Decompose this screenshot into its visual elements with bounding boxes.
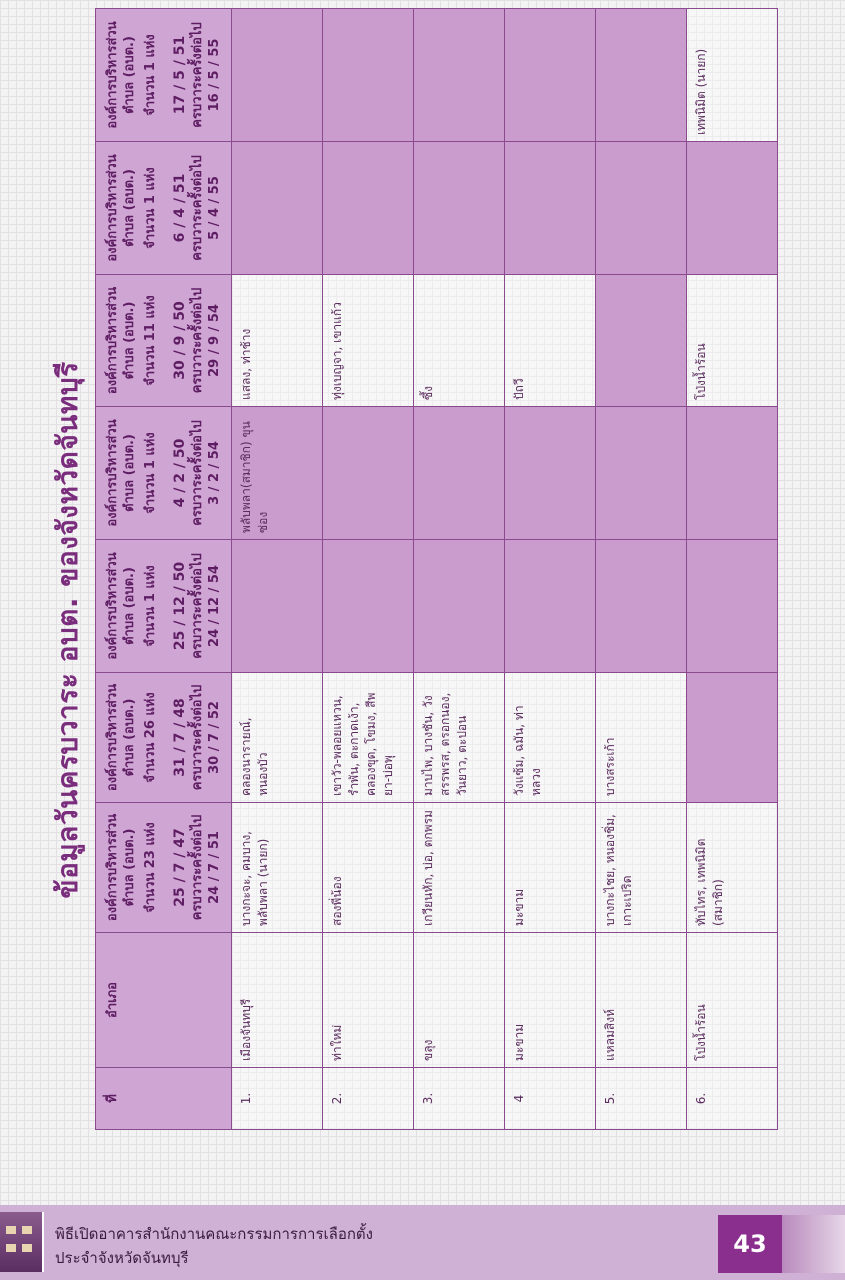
header-count: จำนวน 1 แห่ง (143, 432, 158, 514)
header-period (96, 275, 232, 407)
header-count: จำนวน 26 แห่ง (143, 692, 158, 783)
data-cell (414, 142, 505, 275)
header-org: องค์การบริหารส่วนตำบล (อบต.) (105, 286, 137, 395)
data-cell (323, 540, 414, 673)
table-row (687, 9, 778, 1130)
header-next-term-label: ครบวาระครั้งต่อไป (190, 287, 205, 394)
row-number: 2. (323, 1068, 414, 1130)
data-cell: ปัถวี (505, 275, 596, 407)
data-cell (505, 142, 596, 275)
district-cell: ท่าใหม่ (323, 933, 414, 1068)
footer-title-line2: ประจำจังหวัดจันทบุรี (55, 1249, 189, 1267)
data-cell: เกวียนหัก, บ่อ, ตกพรม (414, 803, 505, 933)
data-cell (323, 142, 414, 275)
header-end-date: 24 / 7 / 51 (207, 831, 222, 904)
row-number: 3. (414, 1068, 505, 1130)
data-cell (596, 540, 687, 673)
data-cell: สองพี่น้อง (323, 803, 414, 933)
data-cell: มาบไพ, บางชัน, วังสรรพรส, ตรอกนอง, วันยาว, ตะปอน (414, 673, 505, 803)
data-cell (505, 9, 596, 142)
district-cell: โป่งน้ำร้อน (687, 933, 778, 1068)
header-start-date: 31 / 7 / 48 (172, 698, 188, 777)
header-start-date: 6 / 4 / 51 (172, 173, 188, 243)
header-next-term-label: ครบวาระครั้งต่อไป (190, 814, 205, 921)
data-cell (232, 540, 323, 673)
page-number: 43 (718, 1215, 782, 1273)
header-next-term-label: ครบวาระครั้งต่อไป (190, 420, 205, 526)
header-next-term-label: ครบวาระครั้งต่อไป (190, 684, 205, 791)
data-cell (232, 9, 323, 142)
header-no: ที่ (96, 1068, 232, 1130)
district-cell: แหลมสิงห์ (596, 933, 687, 1068)
header-org: องค์การบริหารส่วนตำบล (อบต.) (105, 154, 137, 262)
data-cell (596, 9, 687, 142)
district-cell: ขลุง (414, 933, 505, 1068)
table-title: ข้อมูลวันครบวาระ อบต. ของจังหวัดจันทบุรี (51, 361, 84, 899)
term-schedule-table (95, 8, 778, 1130)
header-period (96, 673, 232, 803)
header-period (96, 803, 232, 933)
building-thumbnail (0, 1212, 44, 1272)
data-cell: วังแซ้ม, ฉมัน, ท่าหลวง (505, 673, 596, 803)
data-cell (687, 673, 778, 803)
data-cell: พลับพลา(สมาชิก) ขุนซ่อง (232, 407, 323, 540)
data-cell: เทพนิมิต (นายก) (687, 9, 778, 142)
footer-title-line1: พิธีเปิดอาคารสำนักงานคณะกรรมการการเลือกตั้ง (55, 1225, 373, 1243)
table-row (232, 9, 323, 1130)
data-cell: คลองนารายณ์, หนองบัว (232, 673, 323, 803)
data-cell (414, 540, 505, 673)
header-end-date: 30 / 7 / 52 (207, 701, 222, 774)
header-count: จำนวน 1 แห่ง (143, 565, 158, 647)
table-row (596, 9, 687, 1130)
data-cell (323, 407, 414, 540)
header-count: จำนวน 1 แห่ง (143, 34, 158, 116)
header-next-term-label: ครบวาระครั้งต่อไป (190, 553, 205, 659)
page-number-bar (782, 1215, 845, 1273)
header-start-date: 30 / 9 / 50 (172, 301, 188, 380)
header-next-term-label: ครบวาระครั้งต่อไป (190, 155, 205, 261)
row-number: 6. (687, 1068, 778, 1130)
header-next-term-label: ครบวาระครั้งต่อไป (190, 22, 205, 128)
header-start-date: 4 / 2 / 50 (172, 438, 188, 508)
district-cell: เมืองจันทบุรี (232, 933, 323, 1068)
data-cell (414, 407, 505, 540)
header-period (96, 142, 232, 275)
header-end-date: 29 / 9 / 54 (207, 304, 222, 377)
header-org: องค์การบริหารส่วนตำบล (อบต.) (105, 552, 137, 660)
header-end-date: 24 / 12 / 54 (207, 565, 222, 647)
data-cell: ซึ้ง (414, 275, 505, 407)
header-start-date: 25 / 12 / 50 (172, 561, 188, 651)
data-cell: บางสระเก้า (596, 673, 687, 803)
row-number: 5. (596, 1068, 687, 1130)
header-count: จำนวน 1 แห่ง (143, 167, 158, 249)
header-start-date: 17 / 5 / 51 (172, 35, 188, 115)
table-row (505, 9, 596, 1130)
row-number: 1. (232, 1068, 323, 1130)
header-period (96, 540, 232, 673)
data-cell: มะขาม (505, 803, 596, 933)
header-org: องค์การบริหารส่วนตำบล (อบต.) (105, 21, 137, 129)
data-cell (687, 540, 778, 673)
header-end-date: 16 / 5 / 55 (207, 38, 222, 112)
district-cell: มะขาม (505, 933, 596, 1068)
data-cell: บางกะไชย, หนองชิ่ม, เกาะเปริด (596, 803, 687, 933)
data-cell: โป่งน้ำร้อน (687, 275, 778, 407)
row-number: 4 (505, 1068, 596, 1130)
header-org: องค์การบริหารส่วนตำบล (อบต.) (105, 683, 137, 792)
header-period (96, 407, 232, 540)
data-cell (596, 275, 687, 407)
table-row (323, 9, 414, 1130)
data-cell (596, 407, 687, 540)
data-cell (505, 407, 596, 540)
data-cell (596, 142, 687, 275)
header-start-date: 25 / 7 / 47 (172, 828, 188, 907)
header-count: จำนวน 11 แห่ง (143, 295, 158, 386)
data-cell: แสลง, ท่าช้าง (232, 275, 323, 407)
header-count: จำนวน 23 แห่ง (143, 822, 158, 913)
data-cell (505, 540, 596, 673)
header-org: องค์การบริหารส่วนตำบล (อบต.) (105, 419, 137, 527)
data-cell: ทับไทร, เทพนิมิต (สมาชิก) (687, 803, 778, 933)
header-end-date: 5 / 4 / 55 (207, 176, 222, 240)
header-org: องค์การบริหารส่วนตำบล (อบต.) (105, 813, 137, 922)
table-row (414, 9, 505, 1130)
data-cell: บางกะจะ, คมบาง, พลับพลา (นายก) (232, 803, 323, 933)
data-cell (687, 407, 778, 540)
header-row (96, 9, 232, 1130)
data-cell (323, 9, 414, 142)
data-cell (232, 142, 323, 275)
data-cell: ทุ่งเบญจา, เขาแก้ว (323, 275, 414, 407)
header-district: อำเภอ (96, 933, 232, 1068)
data-cell (414, 9, 505, 142)
header-period (96, 9, 232, 142)
data-cell (687, 142, 778, 275)
data-cell: เขาวัว-พลอยแหวน, รำพัน, ตะกาดเง้า, คลองขุด, โขมง, สีพยา-บ่อพุ (323, 673, 414, 803)
header-end-date: 3 / 2 / 54 (207, 441, 222, 505)
